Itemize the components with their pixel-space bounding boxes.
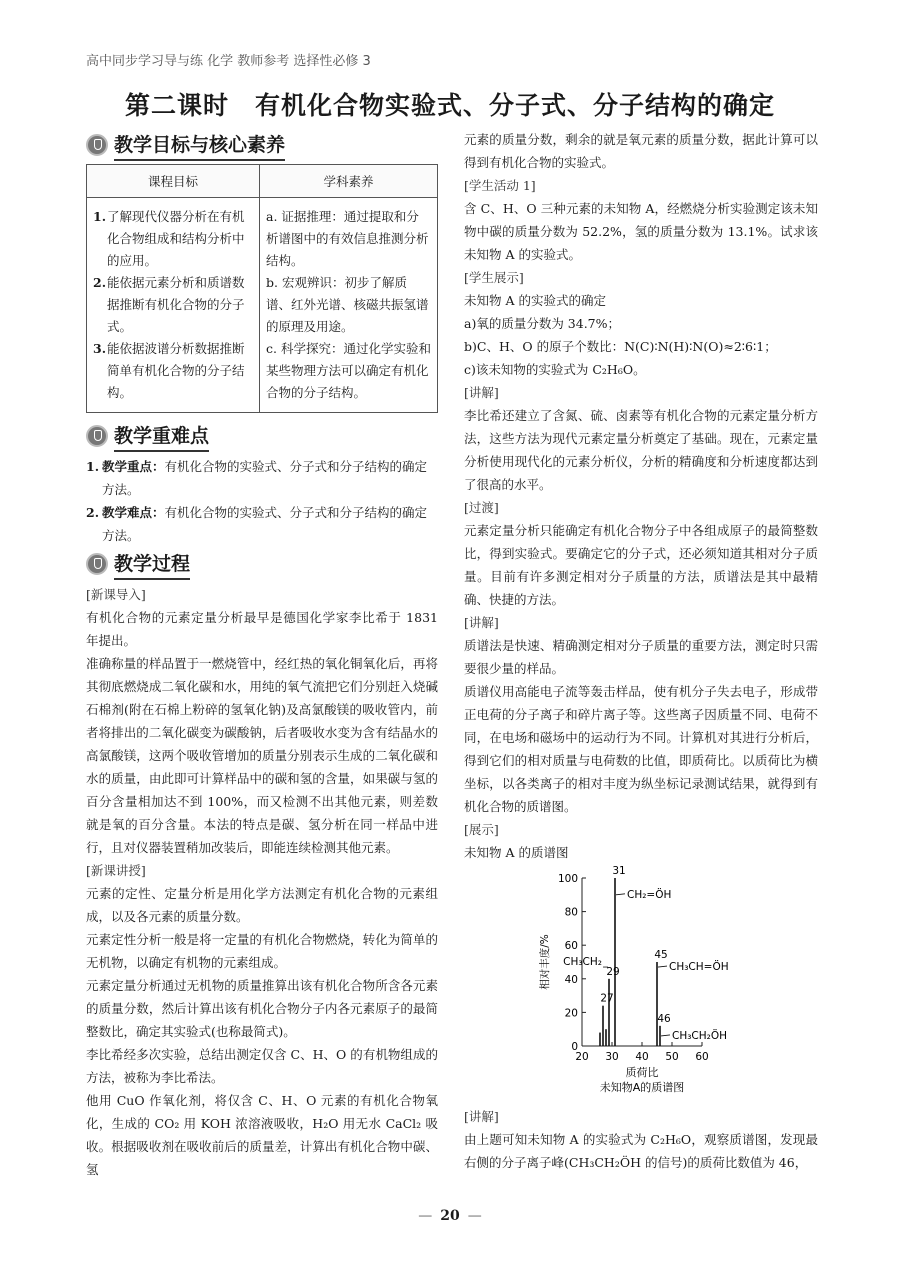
tag-label: [讲解] bbox=[464, 1109, 499, 1124]
paragraph: 质谱仪用高能电子流等轰击样品，使有机分子失去电子，形成带正电荷的分子离子和碎片离子等。这些离子因质量不同、电荷不同，在电场和磁场中的运动行为不同。计算机对其进行分析后，得到它们的相对质量与电荷数的比值，即质荷比。以质荷比为横坐标，以各类离子的相对丰度为纵坐标记录测试结果，就得到有机化合物的质谱图。 bbox=[464, 684, 818, 814]
goal-item: 1. 了解现代仪器分析在有机化合物组成和结构分析中的应用。 bbox=[93, 209, 245, 268]
tag-label: [学生展示] bbox=[464, 270, 524, 285]
x-tick-label: 40 bbox=[635, 1051, 649, 1063]
y-tick-label: 20 bbox=[564, 1007, 578, 1020]
literacy-item: a. 证据推理：通过提取和分析谱图中的有效信息推测分析结构。 bbox=[266, 209, 429, 268]
tag-label: [讲解] bbox=[464, 385, 499, 400]
section-key-header bbox=[86, 421, 438, 451]
fragment-leader bbox=[616, 894, 625, 895]
literacy-item: c. 科学探究：通过化学实验和某些物理方法可以确定有机化合物的分子结构。 bbox=[266, 341, 431, 400]
x-tick-label: 30 bbox=[605, 1051, 619, 1063]
paragraph: 准确称量的样品置于一燃烧管中，经红热的氧化铜氧化后，再将其彻底燃烧成二氧化碳和水，用纯的氧气流把它们分别赶入烧碱石棉剂(附在石棉上粉碎的氢氧化钠)及高氯酸镁的吸收管内，前者将排出的二氧化碳变为碳酸钠，后者吸收水变为含有结晶水的高氯酸镁，这两个吸收管增加的质量分别表示生成的二氧化碳和水的质量，由此即可计算样品中的碳和氢的含量，如果碳与氢的百分含量相加达不到 100%，而又检测不出其他元素，则差数就是氧的百分含量。本法的特点是碳、氢分析在同一样品中进行，且对仪器装置稍加改装后，即能连续检测其他元素。 bbox=[86, 656, 438, 855]
left-column bbox=[86, 128, 438, 1181]
fragment-label: CH₃CH₂ÖH bbox=[672, 1029, 728, 1042]
list-item: 2. 教学难点：有机化合物的实验式、分子式和分子结构的确定方法。 bbox=[86, 505, 428, 543]
paragraph: 李比希还建立了含氮、硫、卤素等有机化合物的元素定量分析方法，这些方法为现代元素定量分析奠定了基础。现在，元素定量分析使用现代化的元素分析仪，分析的精确度和分析速度都达到了很高的水平。 bbox=[464, 408, 818, 492]
paragraph: 质谱法是快速、精确测定相对分子质量的重要方法，测定时只需要很少量的样品。 bbox=[464, 638, 818, 676]
literacy-cell bbox=[260, 198, 438, 413]
section-goals-header bbox=[86, 130, 438, 160]
flask-icon bbox=[86, 425, 108, 447]
flask-icon bbox=[86, 553, 108, 575]
paragraph: 元素定量分析只能确定有机化合物分子中各组成原子的最简整数比，得到实验式。要确定它的分子式，还必须知道其相对分子质量。目前有许多测定相对分子质量的方法，质谱法是其中最精确、快捷的方法。 bbox=[464, 523, 818, 607]
tag-label: [讲解] bbox=[464, 615, 499, 630]
paragraph: a)氧的质量分数为 34.7%； bbox=[464, 316, 621, 331]
tag-label: [过渡] bbox=[464, 500, 499, 515]
fragment-leader bbox=[658, 966, 667, 967]
paragraph: 含 C、H、O 三种元素的未知物 A，经燃烧分析实验测定该未知物中碳的质量分数为 52.2%，氢的质量分数为 13.1%。试求该未知物 A 的实验式。 bbox=[464, 201, 818, 262]
tag-label: [学生活动 1] bbox=[464, 178, 536, 193]
paragraph: c)该未知物的实验式为 C₂H₆O。 bbox=[464, 362, 646, 377]
page-title: 第二课时 有机化合物实验式、分子式、分子结构的确定 bbox=[124, 91, 775, 120]
peak-label: 29 bbox=[606, 965, 620, 978]
peak-label: 45 bbox=[654, 949, 668, 961]
peak-label: 27 bbox=[600, 992, 614, 1005]
paragraph: b)C、H、O 的原子个数比：N(C)∶N(H)∶N(O)≈2∶6∶1； bbox=[464, 339, 777, 354]
tag-label: [展示] bbox=[464, 822, 499, 837]
peak-label: 46 bbox=[657, 1012, 671, 1025]
running-head: 高中同步学习导与练 化学 教师参考 选择性必修 3 bbox=[86, 54, 371, 69]
goals-cell bbox=[87, 198, 260, 413]
chart-caption-top: 未知物 A 的质谱图 bbox=[464, 845, 569, 860]
list-item: 1. 教学重点：有机化合物的实验式、分子式和分子结构的确定方法。 bbox=[86, 459, 428, 497]
paragraph: 李比希经多次实验，总结出测定仅含 C、H、O 的有机物组成的方法，被称为李比希法。 bbox=[86, 1047, 438, 1085]
page-number: — 20 — bbox=[418, 1208, 482, 1224]
tag-label: [新课导入] bbox=[86, 587, 146, 602]
fragment-label: CH₃CH₂ bbox=[563, 956, 602, 969]
literacy-col-header: 学科素养 bbox=[260, 165, 438, 198]
fragment-leader bbox=[661, 1035, 670, 1036]
fragment-label: CH₃CH=ÖH bbox=[669, 961, 729, 974]
y-tick-label: 100 bbox=[557, 873, 578, 885]
paragraph: 元素的质量分数，剩余的就是氧元素的质量分数，据此计算可以得到有机化合物的实验式。 bbox=[464, 132, 818, 170]
mass-spectrum-svg bbox=[534, 866, 784, 1101]
x-tick-label: 20 bbox=[575, 1051, 589, 1063]
literacy-item: b. 宏观辨识：初步了解质谱、红外光谱、核磁共振氢谱的原理及用途。 bbox=[266, 275, 429, 334]
section-title: 教学目标与核心素养 bbox=[114, 130, 285, 161]
fragment-label: CH₂=ÖH bbox=[627, 888, 672, 901]
paragraph: 未知物 A 的实验式的确定 bbox=[464, 293, 606, 308]
goal-item: 2. 能依据元素分析和质谱数据推断有机化合物的分子式。 bbox=[93, 275, 245, 334]
paragraph: 他用 CuO 作氧化剂，将仅含 C、H、O 元素的有机化合物氧化，生成的 CO₂ 用 KOH 浓溶液吸收，H₂O 用无水 CaCl₂ 吸收。根据吸收剂在吸收前后的质量差，计算出有机化合物中碳、氢 bbox=[86, 1093, 438, 1177]
goals-table bbox=[86, 164, 438, 413]
y-axis-label: 相对丰度/% bbox=[539, 934, 551, 990]
chart-title: 未知物A的质谱图 bbox=[599, 1081, 685, 1094]
paragraph: 元素的定性、定量分析是用化学方法测定有机化合物的元素组成，以及各元素的质量分数。 bbox=[86, 886, 438, 924]
goal-item: 3. 能依据波谱分析数据推断简单有机化合物的分子结构。 bbox=[93, 341, 245, 400]
x-tick-label: 50 bbox=[665, 1051, 679, 1063]
y-tick-label: 40 bbox=[564, 973, 578, 986]
goals-col-header: 课程目标 bbox=[87, 165, 260, 198]
paragraph: 元素定量分析通过无机物的质量推算出该有机化合物所含各元素的质量分数，然后计算出该有机化合物分子内各元素原子的最简整数比，确定其实验式(也称最简式)。 bbox=[86, 978, 438, 1039]
section-title: 教学重难点 bbox=[114, 421, 209, 452]
section-title: 教学过程 bbox=[114, 549, 190, 580]
x-axis-label: 质荷比 bbox=[625, 1066, 659, 1079]
section-process-header bbox=[86, 549, 438, 579]
key-points-list bbox=[86, 455, 438, 547]
paragraph: 元素定性分析一般是将一定量的有机化合物燃烧，转化为简单的无机物，以确定有机物的元素组成。 bbox=[86, 932, 438, 970]
flask-icon bbox=[86, 134, 108, 156]
paragraph: 有机化合物的元素定量分析最早是德国化学家李比希于 1831 年提出。 bbox=[86, 610, 438, 648]
peak-label: 31 bbox=[612, 866, 626, 877]
right-column bbox=[464, 128, 818, 1174]
paragraph: 由上题可知未知物 A 的实验式为 C₂H₆O，观察质谱图，发现最右侧的分子离子峰(CH₃CH₂ÖH 的信号)的质荷比数值为 46， bbox=[464, 1132, 818, 1170]
x-tick-label: 60 bbox=[695, 1051, 709, 1063]
mass-spectrum-chart bbox=[534, 866, 818, 1105]
y-tick-label: 60 bbox=[564, 940, 578, 953]
y-tick-label: 80 bbox=[564, 906, 578, 919]
tag-label: [新课讲授] bbox=[86, 863, 146, 878]
y-tick-label: 0 bbox=[571, 1041, 578, 1053]
